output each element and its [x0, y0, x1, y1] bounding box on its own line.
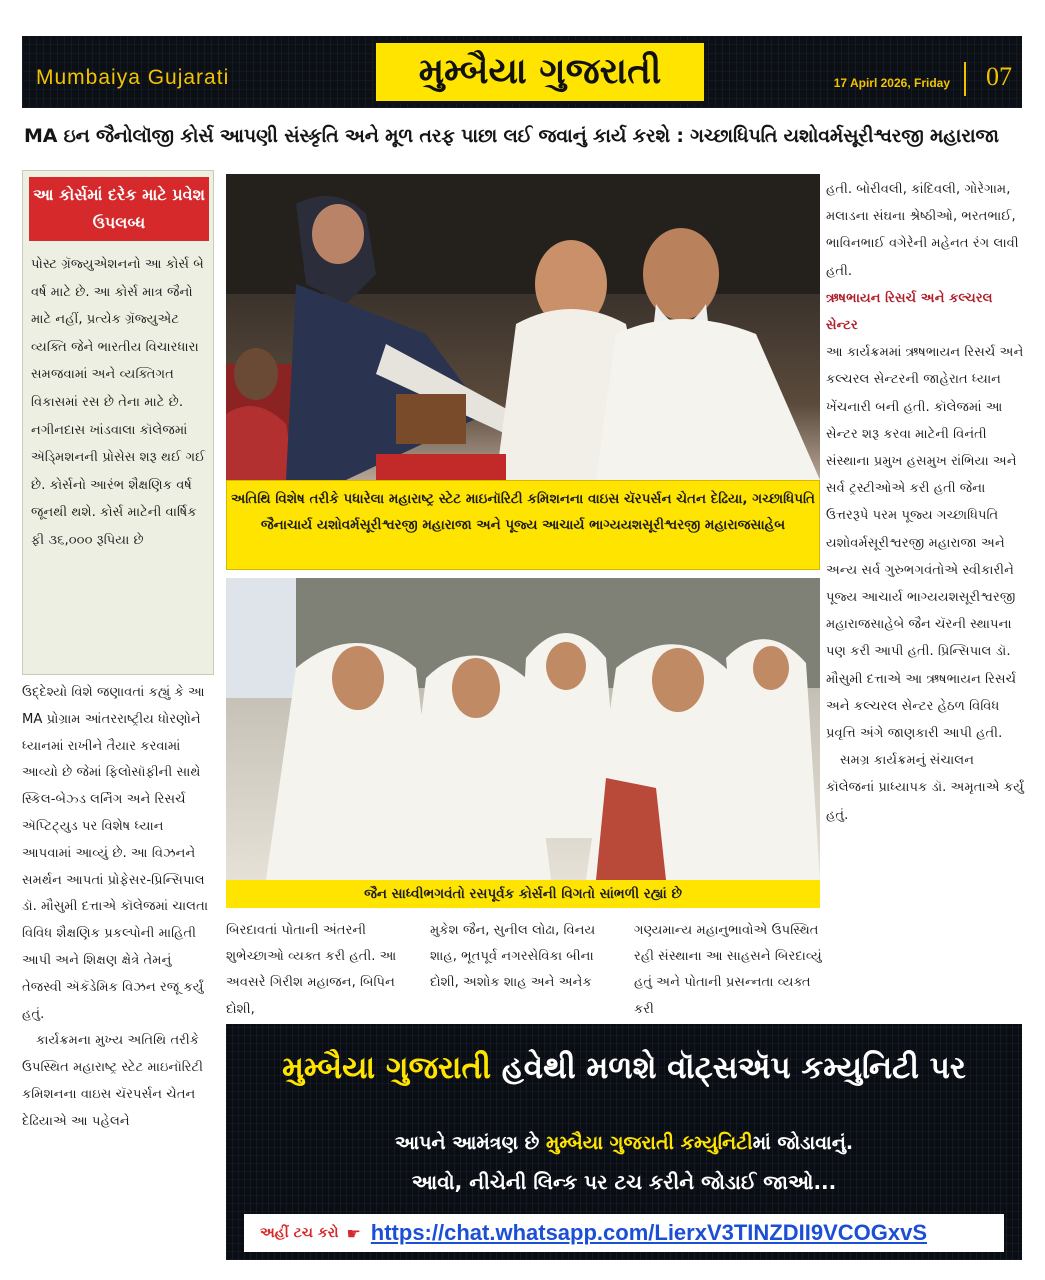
masthead [22, 36, 1022, 108]
section-subhead: ઋષભાયન રિસર્ચ અને કલ્ચરલ સેન્ટર [826, 290, 993, 334]
invite-suffix: માં જોડાવાનું. [752, 1132, 854, 1154]
article-column-mid-a: બિરદાવતાં પોતાની અંતરની શુભેચ્છાઓ વ્યક્ત કરી હતી. આ અવસરે ગિરીશ મહાજન, બિપિન દોશી, [226, 923, 397, 1017]
photo-sadhvis-listening [226, 578, 820, 880]
banner-title [226, 1050, 1022, 1087]
pointing-hand-icon: ☛ [346, 1223, 361, 1243]
brand-latin: Mumbaiya Gujarati [36, 66, 230, 89]
caption-text: અતિથિ વિશેષ તરીકે પધારેલા મહારાષ્ટ્ર સ્ટેટ માઇનૉરિટી કમિશનના વાઇસ ચૅરપર્સન ચેતન દેઢિયા, ગચ્છાધિપતિ જૈનાચાર્ય યશોવર્મસૂરીશ્વરજી મહારાજા અને પૂજ્ય આચાર્ય ભાગ્યયશસૂરીશ્વરજી મહારાજસાહેબ [231, 491, 815, 533]
paragraph: આ કાર્યક્રમમાં ઋષભાયન રિસર્ચ અને કલ્ચરલ સેન્ટરની જાહેરાત ધ્યાન ખેંચનારી બની હતી. કૉલેજમાં આ સેન્ટર શરૂ કરવા માટેની વિનંતી સંસ્થાના પ્રમુખ હસમુખ રાંભિયા અને સર્વ ટ્રસ્ટીઓએ કરી હતી જેના ઉત્તરરૂપે પરમ પૂજ્ય ગચ્છાધિપતિ યશોવર્મસૂરીશ્વરજી મહારાજા અને અન્ય સર્વ ગુરુભગવંતોએ સ્વીકારીને પૂજ્ય આચાર્ય ભાગ્યયશસૂરીશ્વરજી મહારાજસાહેબે જૈન ચૅરની સ્થાપના પણ કરી આપી હતી. પ્રિન્સિપાલ ડૉ. મૌસુમી દત્તાએ આ ઋષભાયન રિસર્ચ અને કલ્ચરલ સેન્ટર હેઠળ વિવિધ પ્રવૃત્તિ અંગે જાણકારી આપી હતી. [826, 345, 1024, 742]
paragraph: સમગ્ર કાર્યક્રમનું સંચાલન કૉલેજનાં પ્રાધ્યાપક ડૉ. અમૃતાએ કર્યું હતું. [826, 753, 1024, 823]
paragraph: ઉદ્દેશ્યો વિશે જણાવતાં કહ્યું કે આ MA પ્રોગ્રામ આંતરરાષ્ટ્રીય ધોરણોને ધ્યાનમાં રાખીને તૈયાર કરવામાં આવ્યો છે જેમાં ફિલોસૉફીની સાથે સ્કિલ-બેઝ્ડ લર્નિંગ અને રિસર્ચ ઍપ્ટિટ્યુડ પર વિશેષ ધ્યાન આપવામાં આવ્યું છે. આ વિઝનને સમર્થન આપતાં પ્રોફેસર-પ્રિન્સિપાલ ડૉ. મૌસુમી દત્તાએ કૉલેજમાં ચાલતા વિવિધ શૈક્ષણિક પ્રકલ્પોની માહિતી આપી અને શિક્ષણ ક્ષેત્રે તેમનું તેજસ્વી ઍકૅડેમિક વિઝન રજૂ કર્યું હતું. [22, 685, 209, 1022]
banner-title-brand: મુમ્બૈયા ગુજરાતી [282, 1050, 491, 1086]
invite-highlight: મુમ્બૈયા ગુજરાતી કમ્યુનિટી [545, 1132, 753, 1154]
link-bar[interactable] [244, 1214, 1004, 1252]
sidebox-title: આ કોર્સમાં દરેક માટે પ્રવેશ ઉપલબ્ધ [29, 177, 209, 241]
headline: MA ઇન જૈનોલૉજી કોર્સ આપણી સંસ્કૃતિ અને મૂળ તરફ પાછા લઈ જવાનું કાર્ય કરશે : ગચ્છાધિપતિ યશોવર્મસૂરીશ્વરજી મહારાજા [24, 125, 999, 147]
article-column-left [22, 680, 212, 1136]
photo-caption [226, 880, 820, 908]
brand-gujarati: મુમ્બૈયા ગુજરાતી [418, 51, 662, 92]
link-label: અહીં ટચ કરો [260, 1225, 339, 1241]
invite-prefix: આપને આમંત્રણ છે [394, 1132, 546, 1154]
paragraph: કાર્યક્રમના મુખ્ય અતિથિ તરીકે ઉપસ્થિત મહારાષ્ટ્ર સ્ટેટ માઇનૉરિટી કમિશનના વાઇસ ચૅરપર્સન ચેતન દેઢિયાએ આ પહેલને [22, 1033, 203, 1129]
photo-illustration [226, 174, 820, 480]
paragraph: હતી. બોરીવલી, કાંદિવલી, ગોરેગામ, મલાડના સંઘના શ્રેષ્ઠીઓ, ભરતભાઈ, ભાવિનભાઈ વગેરેની મહેનત રંગ લાવી હતી. [826, 182, 1019, 279]
banner-invite-line [226, 1132, 1022, 1154]
page-number: 07 [986, 62, 1012, 91]
info-sidebox [22, 170, 214, 675]
article-column-mid-c: ગણ્યમાન્ય મહાનુભાવોએ ઉપસ્થિત રહી સંસ્થાના આ સાહસને બિરદાવ્યું હતું અને પોતાની પ્રસન્નતા વ્યક્ત કરી [634, 923, 822, 1017]
whatsapp-community-link[interactable]: https://chat.whatsapp.com/LierxV3TINZDII9VCOGxvS [370, 1220, 928, 1245]
article-column-mid-b: મુકેશ જૈન, સુનીલ લોઢા, વિનય શાહ, ભૂતપૂર્વ નગરસેવિકા બીના દોશી, અશોક શાહ અને અનેક [430, 923, 596, 991]
sidebox-body: પોસ્ટ ગ્રૅજ્યુએશનનો આ કોર્સ બે વર્ષ માટે છે. આ કોર્સ માત્ર જૈનો માટે નહીં, પ્રત્યેક ગ્રૅજ્યુએટ વ્યક્તિ જેને ભારતીય વિચારધારા સમજવામાં અને વ્યક્તિગત વિકાસમાં રસ છે તેના માટે છે. નગીનદાસ ખાંડવાલા કૉલેજમાં ઍડ્મિશનની પ્રોસેસ શરૂ થઈ ગઈ છે. કોર્સનો આરંભ શૈક્ષણિક વર્ષ જૂનથી થશે. કોર્સ માટેની વાર્ષિક ફી ૩૬,૦૦૦ રૂપિયા છે [31, 257, 206, 548]
issue-date: 17 Apirl 2026, Friday [833, 76, 950, 90]
article-column-right [826, 176, 1026, 829]
photo-illustration [226, 578, 820, 880]
banner-title-rest: હવેથી મળશે વૉટ્સઍપ કમ્યુનિટી પર [490, 1050, 966, 1086]
banner-cta-line: આવો, નીચેની લિન્ક પર ટચ કરીને જોડાઈ જાઓ... [411, 1170, 837, 1194]
photo-guests-with-acharyas [226, 174, 820, 480]
brand-logo-box [373, 40, 707, 104]
caption-text: જૈન સાધ્વીભગવંતો રસપૂર્વક કોર્સની વિગતો સાંભળી રહ્યાં છે [364, 886, 682, 902]
photo-caption [226, 480, 820, 570]
divider [964, 62, 966, 96]
whatsapp-community-banner [226, 1024, 1022, 1260]
